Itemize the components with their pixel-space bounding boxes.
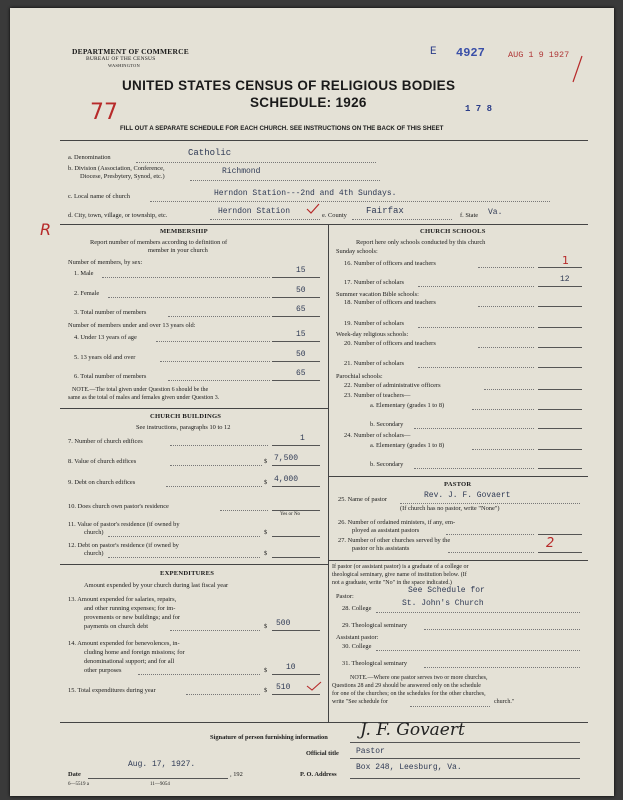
q29-line (424, 629, 580, 630)
margin-mark: R (40, 220, 52, 239)
handwritten-number: 77 (90, 100, 118, 125)
q12-dots (108, 557, 260, 558)
q14-dots (138, 674, 260, 675)
q12-label: 12. Debt on pastor's residence (if owned by (68, 542, 179, 549)
q16-label: 16. Number of officers and teachers (344, 260, 436, 267)
q6-label: 6. Total number of members (74, 373, 147, 380)
schools-title: CHURCH SCHOOLS (420, 228, 486, 235)
buildings-intro: See instructions, paragraphs 10 to 12 (136, 424, 231, 431)
denomination-value: Catholic (188, 148, 232, 158)
q25-line (400, 503, 580, 504)
q14-line1: 14. Amount expended for benevolences, in- (68, 640, 180, 647)
q2-dots (108, 297, 270, 298)
q10-label: 10. Does church own pastor's residence (68, 503, 169, 510)
sections-bottom-rule (60, 722, 588, 723)
q15-line (272, 694, 320, 695)
pastor-note-line (410, 706, 490, 707)
q27-line (538, 552, 582, 553)
q15-dollar: $ (264, 687, 268, 694)
q28-label: 28. College (342, 605, 372, 612)
q14-line2: cluding home and foreign missions; for (84, 649, 185, 656)
schedule-title: SCHEDULE: 1926 (250, 95, 367, 110)
expenditures-rule (60, 564, 328, 565)
q25-label: 25. Name of pastor (338, 496, 387, 503)
census-form-sheet (10, 8, 614, 796)
q24a-dots (472, 449, 534, 450)
q28-value-line2: St. John's Church (402, 599, 484, 608)
po-address-value: Box 248, Leesburg, Va. (356, 763, 462, 772)
denomination-label: a. Denomination (68, 154, 111, 161)
city-value: Herndon Station (218, 207, 291, 216)
date-label: Date (68, 771, 81, 778)
q25-value: Rev. J. F. Govaert (424, 491, 511, 500)
q8-label: 8. Value of church edifices (68, 458, 137, 465)
pen-stroke-icon (570, 54, 584, 84)
signature-label: Signature of person furnishing information (210, 734, 328, 741)
q21-label: 21. Number of scholars (344, 360, 404, 367)
q4-line (272, 341, 320, 342)
membership-intro-2: member in your church (148, 247, 208, 254)
division-label-cont: Diocese, Presbytery, Synod, etc.) (80, 173, 165, 180)
buildings-rule (60, 408, 328, 409)
q31-label: 31. Theological seminary (342, 660, 408, 667)
division-value: Richmond (222, 167, 261, 176)
q10-line (272, 510, 320, 511)
q18-label: 18. Number of officers and teachers (344, 299, 436, 306)
pastor-note-5: church." (494, 699, 515, 705)
membership-intro: Report number of members according to definition of (90, 239, 228, 246)
q3-dots (168, 316, 270, 317)
q9-dots (166, 486, 262, 487)
q3-value: 65 (296, 305, 306, 314)
q23a-label: a. Elementary (grades 1 to 8) (370, 402, 445, 409)
sunday-label: Sunday schools: (336, 248, 378, 255)
assistant-subhead: Assistant pastor: (336, 634, 379, 641)
q13-value: 500 (276, 619, 291, 628)
q30-label: 30. College (342, 643, 372, 650)
q22-dots (484, 389, 534, 390)
q9-value: 4,000 (274, 475, 299, 484)
date-year-suffix: , 192 (230, 771, 243, 778)
q30-line (376, 650, 580, 651)
official-title-value: Pastor (356, 747, 385, 756)
county-value: Fairfax (366, 206, 404, 216)
denomination-line (136, 162, 376, 163)
q4-label: 4. Under 13 years of age (74, 334, 137, 341)
q19-label: 19. Number of scholars (344, 320, 404, 327)
expenditures-intro: Amount expended by your church during last fiscal year (84, 582, 229, 589)
pastor-note-2: Questions 28 and 29 should be answered only on the schedule (332, 683, 481, 689)
q20-line (538, 347, 582, 348)
q24b-dots (414, 468, 534, 469)
parochial-label: Parochial schools: (336, 373, 383, 380)
q14-line4: other purposes (84, 667, 122, 674)
q7-dots (170, 445, 268, 446)
q14-dollar: $ (264, 667, 268, 674)
q14-value: 10 (286, 663, 296, 672)
q1-label: 1. Male (74, 270, 94, 277)
age-intro: Number of members under and over 13 years old: (68, 322, 196, 329)
official-title-label: Official title (306, 750, 339, 757)
q13-line4: payments on church debt (84, 623, 149, 630)
checkmark-icon-2 (306, 680, 322, 692)
q27-line2: pastor or his assistants (352, 545, 410, 552)
state-value: Va. (488, 208, 503, 217)
sections-top-rule (60, 224, 588, 225)
official-title-line (350, 758, 580, 759)
college-note-2: theological seminary, give name of institution below. (If (332, 572, 467, 578)
division-line (190, 180, 380, 181)
q26-line (538, 534, 582, 535)
q11-dollar: $ (264, 529, 268, 536)
q13-line2: and other running expenses; for im- (84, 605, 176, 612)
po-address-line (350, 778, 580, 779)
q12-dollar: $ (264, 550, 268, 557)
department-label: DEPARTMENT OF COMMERCE (72, 47, 189, 56)
form-title: UNITED STATES CENSUS OF RELIGIOUS BODIES (122, 78, 456, 93)
pastor-title: PASTOR (444, 481, 472, 488)
q14-line3: denominational support; and for all (84, 658, 175, 665)
county-label: e. County (322, 212, 347, 219)
q11-dots (108, 536, 260, 537)
q16-dots (478, 267, 534, 268)
q1-line (272, 277, 320, 278)
q29-label: 29. Theological seminary (342, 622, 408, 629)
q23b-dots (414, 428, 534, 429)
q18-line (538, 306, 582, 307)
q27-line1: 27. Number of other churches served by the (338, 537, 451, 544)
q1-dots (102, 277, 270, 278)
signature-value: J. F. Govaert (360, 720, 465, 740)
q2-line (272, 297, 320, 298)
signature-line (350, 742, 580, 743)
q19-dots (418, 327, 534, 328)
stamp-date: AUG 1 9 1927 (508, 50, 570, 60)
q13-dollar: $ (264, 623, 268, 630)
q26-line1: 26. Number of ordained ministers, if any, em- (338, 519, 456, 526)
top-rule (60, 140, 588, 141)
q6-dots (168, 380, 270, 381)
q11-label-cont: church) (84, 529, 104, 536)
expenditures-title: EXPENDITURES (160, 570, 215, 577)
local-name-line (150, 201, 550, 202)
print-number: 11—9054 (150, 782, 170, 787)
q24b-line (538, 468, 582, 469)
q2-label: 2. Female (74, 290, 100, 297)
q6-value: 65 (296, 369, 306, 378)
q6-line (272, 380, 320, 381)
q11-label: 11. Value of pastor's residence (if owned by (68, 521, 180, 528)
q5-value: 50 (296, 350, 306, 359)
q23a-line (538, 409, 582, 410)
q19-line (538, 327, 582, 328)
pastor-note-3: for one of the churches; on the schedules for the other churches, (332, 691, 486, 697)
q8-value: 7,500 (274, 454, 299, 463)
q17-value: 12 (560, 275, 570, 284)
city-line (210, 219, 320, 220)
q24a-line (538, 449, 582, 450)
college-note-3: not a graduate, write "No" in the space indicated.) (332, 580, 452, 586)
q13-line3: provements or new buildings; and for (84, 614, 181, 621)
by-sex-label: Number of members, by sex: (68, 259, 143, 266)
q9-line (272, 486, 320, 487)
q24-label: 24. Number of scholars— (344, 432, 411, 439)
stamp-mark: E (430, 46, 437, 58)
q31-line (424, 667, 580, 668)
checkmark-icon (306, 203, 320, 215)
q15-label: 15. Total expenditures during year (68, 687, 156, 694)
q27-dots (448, 552, 534, 553)
vacation-label: Summer vacation Bible schools: (336, 291, 419, 298)
college-note: If pastor (or assistant pastor) is a graduate of a college or (332, 564, 469, 570)
yes-no-hint: Yes or No (280, 512, 301, 517)
pastor-subhead: Pastor: (336, 593, 354, 600)
po-address-label: P. O. Address (300, 771, 337, 778)
q17-label: 17. Number of scholars (344, 279, 404, 286)
q13-line (272, 630, 320, 631)
q28-line (376, 612, 580, 613)
q22-label: 22. Number of administrative officers (344, 382, 441, 389)
q1-value: 15 (296, 266, 306, 275)
q24b-label: b. Secondary (370, 461, 404, 468)
q26-dots (446, 534, 534, 535)
q27-value: 2 (546, 536, 555, 551)
q17-line (538, 286, 582, 287)
column-divider (328, 224, 329, 722)
q2-value: 50 (296, 286, 306, 295)
q18-dots (478, 306, 534, 307)
q8-line (272, 465, 320, 466)
q14-line (272, 674, 320, 675)
q5-line (272, 361, 320, 362)
state-label: f. State (460, 212, 479, 219)
membership-title: MEMBERSHIP (160, 228, 208, 235)
pastor-note: NOTE.—Where one pastor serves two or more churches, (350, 675, 488, 681)
county-line (352, 219, 452, 220)
weekday-label: Week-day religious schools: (336, 331, 409, 338)
q4-value: 15 (296, 330, 306, 339)
q12-label-cont: church) (84, 550, 104, 557)
q20-dots (478, 347, 534, 348)
q8-dots (170, 465, 262, 466)
q15-dots (186, 694, 260, 695)
stamp-number: 4927 (456, 46, 485, 60)
membership-note: NOTE.—The total given under Question 6 should be the (72, 387, 209, 393)
q3-line (272, 316, 320, 317)
q7-label: 7. Number of church edifices (68, 438, 143, 445)
q5-dots (160, 361, 270, 362)
q8-dollar: $ (264, 458, 268, 465)
q16-value: 1 (562, 254, 569, 267)
q15-value: 510 (276, 683, 291, 692)
q23b-line (538, 428, 582, 429)
q22-line (538, 389, 582, 390)
q9-label: 9. Debt on church edifices (68, 479, 136, 486)
pastor-rule (328, 476, 588, 477)
city-label: WASHINGTON (108, 63, 140, 68)
schools-intro: Report here only schools conducted by this church (356, 239, 486, 246)
q21-dots (418, 367, 534, 368)
bureau-label: BUREAU OF THE CENSUS (86, 56, 156, 62)
q16-line (538, 267, 582, 268)
serial-number: 1 7 8 (465, 104, 493, 114)
local-name-value: Herndon Station---2nd and 4th Sundays. (214, 189, 397, 198)
membership-note-2: same as the total of males and females given under Question 3. (68, 395, 220, 401)
date-line (88, 778, 228, 779)
q3-label: 3. Total number of members (74, 309, 147, 316)
q25-note: (If church has no pastor, write "None") (400, 505, 500, 512)
local-name-label: c. Local name of church (68, 193, 130, 200)
q26-line2: ployed as assistant pastors (352, 527, 420, 534)
college-rule (328, 560, 588, 561)
q12-line (272, 557, 320, 558)
q9-dollar: $ (264, 479, 268, 486)
q7-line (272, 445, 320, 446)
q7-value: 1 (300, 434, 305, 443)
date-value: Aug. 17, 1927. (128, 760, 196, 769)
q28-value-line1: See Schedule for (408, 586, 485, 595)
q21-line (538, 367, 582, 368)
division-label: b. Division (Association, Conference, (68, 165, 165, 172)
q20-label: 20. Number of officers and teachers (344, 340, 436, 347)
q23a-dots (472, 409, 534, 410)
q17-dots (418, 286, 534, 287)
q10-dots (220, 510, 268, 511)
q24a-label: a. Elementary (grades 1 to 8) (370, 442, 445, 449)
q23b-label: b. Secondary (370, 421, 404, 428)
q23-label: 23. Number of teachers— (344, 392, 411, 399)
q13-dots (170, 630, 260, 631)
q5-label: 5. 13 years old and over (74, 354, 136, 361)
form-number: 6—5519 a (68, 782, 89, 787)
q11-line (272, 536, 320, 537)
q13-line1: 13. Amount expended for salaries, repairs, (68, 596, 177, 603)
city-label-field: d. City, town, village, or township, etc. (68, 212, 168, 219)
instruction-line: FILL OUT A SEPARATE SCHEDULE FOR EACH CHURCH. SEE INSTRUCTIONS ON THE BACK OF THIS SHEET (120, 125, 444, 132)
buildings-title: CHURCH BUILDINGS (150, 413, 222, 420)
q4-dots (156, 341, 270, 342)
pastor-note-4: write "See schedule for (332, 699, 388, 705)
